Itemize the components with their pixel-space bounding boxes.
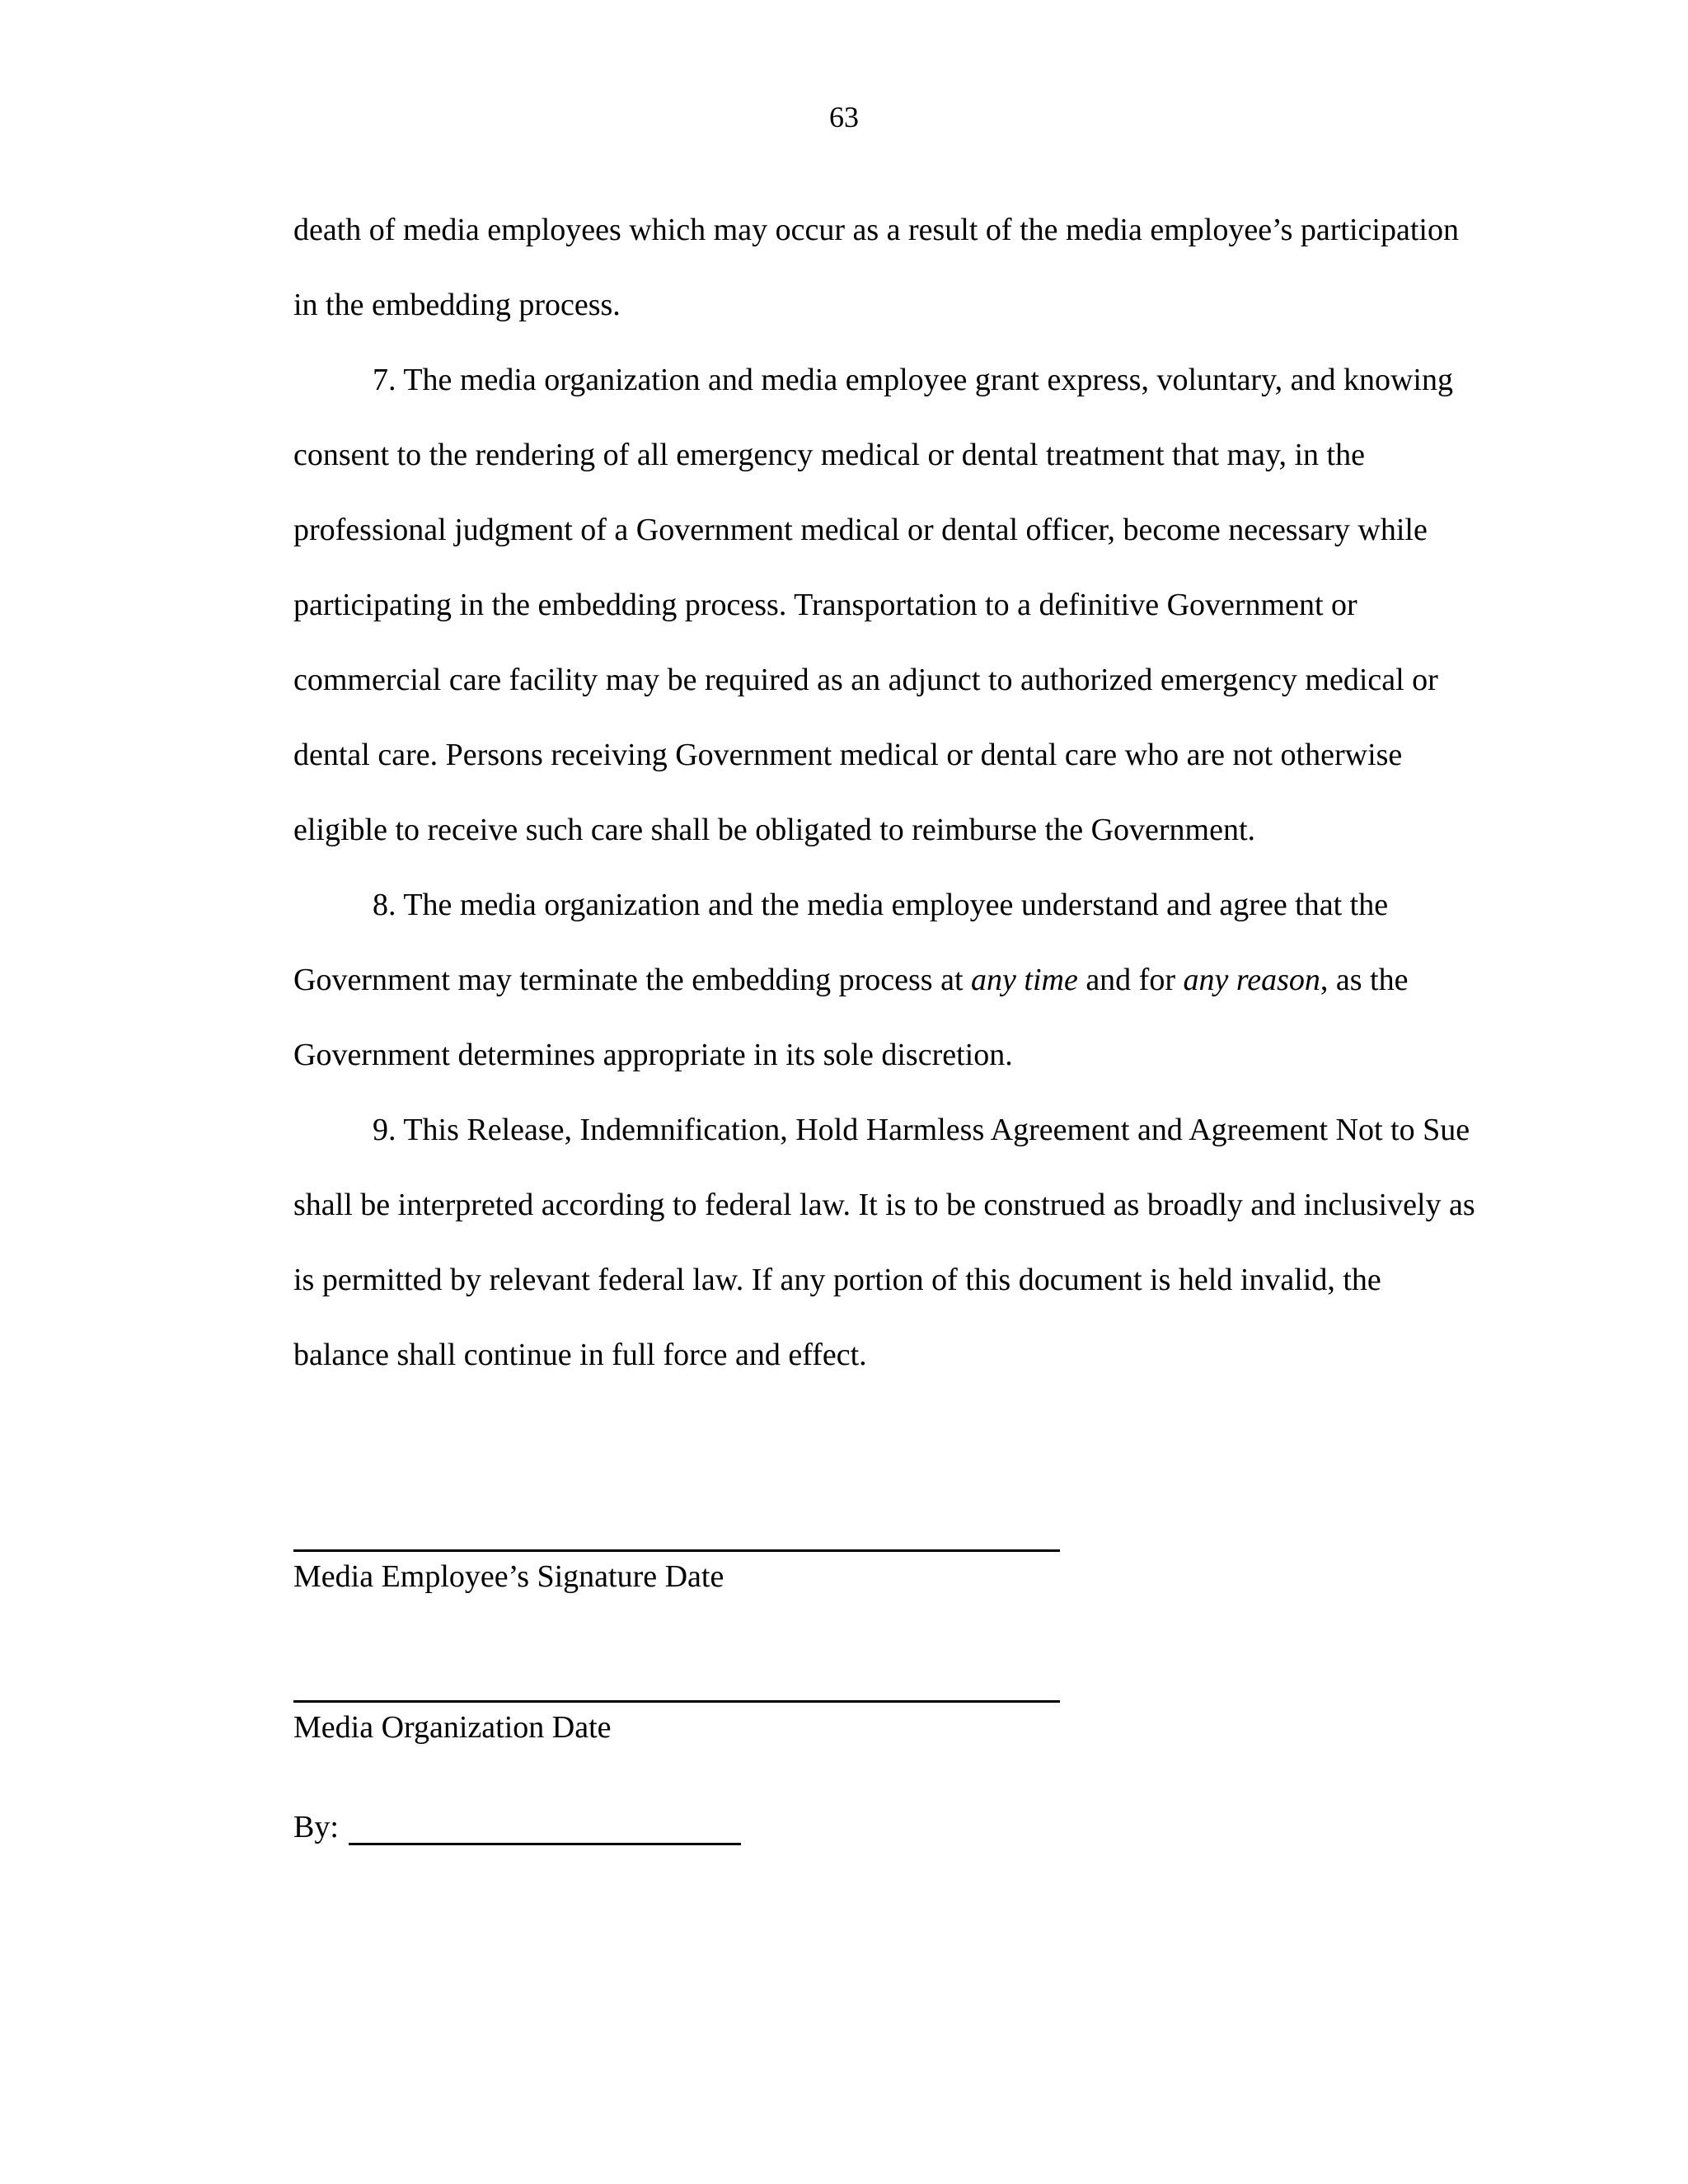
paragraph-continuation: death of media employees which may occur as a result of the media employee’s participation in the embedding process. <box>293 213 1459 322</box>
organization-signature-block <box>293 1700 1068 1746</box>
employee-signature-line[interactable] <box>293 1549 1060 1552</box>
page-number: 63 <box>829 101 859 134</box>
paragraph-8 <box>293 868 1477 1093</box>
paragraph-8-emphasis-any-reason: any reason <box>1183 963 1320 997</box>
by-label: By: <box>293 1810 339 1844</box>
paragraph-8-text-end: , as the Government determines appropriate in its sole discretion. <box>293 963 1409 1072</box>
employee-signature-label: Media Employee’s Signature Date <box>293 1559 724 1594</box>
paragraph-8-text-start: 8. The media organization and the media employee understand and agree that the Government may terminate the embedding process at <box>293 888 1389 997</box>
by-signature-row <box>293 1809 741 1845</box>
organization-signature-line[interactable] <box>293 1700 1060 1703</box>
paragraph-8-emphasis-any-time: any time <box>971 963 1078 997</box>
paragraph-7: 7. The media organization and media employee grant express, voluntary, and knowing consent to the rendering of all emergency medical or dental treatment that may, in the professional judgment of a Government medical or dental officer, become necessary while participating in the embedding process. Transportation to a definitive Government or commercial care facility may be required as an adjunct to authorized emergency medical or dental care. Persons receiving Government medical or dental care who are not otherwise eligible to receive such care shall be obligated to reimburse the Government. <box>293 363 1453 847</box>
by-signature-line[interactable] <box>349 1811 741 1845</box>
organization-signature-label: Media Organization Date <box>293 1710 612 1745</box>
paragraph-8-text-middle: and for <box>1077 963 1184 997</box>
paragraph-9: 9. This Release, Indemnification, Hold Harmless Agreement and Agreement Not to Sue shall be interpreted according to federal law. It is to be construed as broadly and inclusively as is permitted by relevant federal law. If any portion of this document is held invalid, the balance shall continue in full force and effect. <box>293 1113 1475 1372</box>
document-body <box>293 193 1477 1393</box>
employee-signature-block <box>293 1549 1068 1595</box>
